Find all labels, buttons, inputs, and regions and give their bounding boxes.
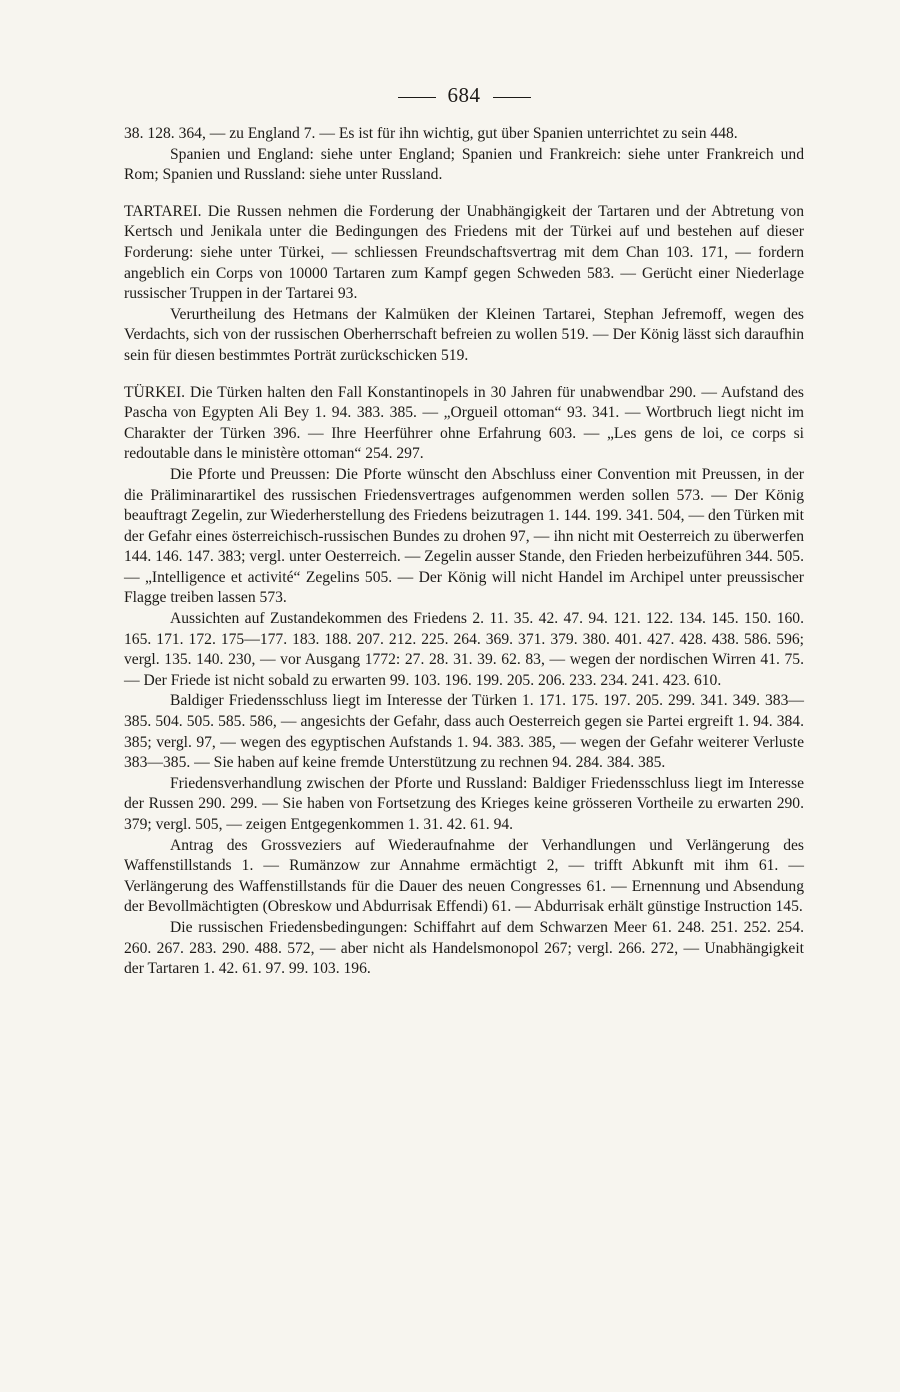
paragraph: Antrag des Grossveziers auf Wiederaufnahme der Verhandlungen und Verlängerung des Waffenstillstands 1. — Rumänzow zur Annahme ermächtigt 2, — trifft Abkunft mit ihm 61. — Verlängerung des Waffenstillstands für die Dauer des neuen Congresses 61. — Ernennung und Absendung der Bevollmächtigten (Obreskow und Abdurrisak Effendi) 61. — Abdurrisak erhält günstige Instruction 145. [124,836,804,916]
paragraph: Die russischen Friedensbedingungen: Schiffahrt auf dem Schwarzen Meer 61. 248. 251. 252. 254. 260. 267. 283. 290. 488. 572, — aber nicht als Handelsmonopol 267; vergl. 266. 272, — Unabhängigkeit der Tartaren 1. 42. 61. 97. 99. 103. 196. [124,918,804,978]
entry-spanien-continued [124,124,804,186]
paragraph: Friedensverhandlung zwischen der Pforte und Russland: Baldiger Friedensschluss liegt im Interesse der Russen 290. 299. — Sie haben von Fortsetzung des Krieges keine grösseren Vortheile zu erwarten 290. 379; vergl. 505, — zeigen Entgegenkommen 1. 31. 42. 61. 94. [124,774,804,833]
rule-right [493,97,531,98]
paragraph: TÜRKEI. Die Türken halten den Fall Konstantinopels in 30 Jahren für unabwendbar 290. — Aufstand des Pascha von Egypten Ali Bey 1. 94. 383. 385. — „Orgueil ottoman“ 93. 341. — Wortbruch liegt nicht im Charakter der Türken 396. — Ihre Heerführer ohne Erfahrung 603. — „Les gens de loi, ce corps si redoutable dans le ministère ottoman“ 254. 297. [124,383,804,463]
page-number-text: 684 [447,83,481,107]
page-number [124,84,804,106]
entry-tuerkei [124,383,804,980]
paragraph: TARTAREI. Die Russen nehmen die Forderung der Unabhängigkeit der Tartaren und der Abtretung von Kertsch und Jenikala unter die Bedingungen des Friedens mit der Türkei auf und bestehen auf dieser Forderung: siehe unter Türkei, — schliessen Freundschaftsvertrag mit dem Chan 103. 171, — fordern angeblich ein Corps von 10000 Tartaren zum Kampf gegen Schweden 583. — Gerücht einer Niederlage russischer Truppen in der Tartarei 93. [124,202,804,303]
paragraph: Baldiger Friedensschluss liegt im Interesse der Türken 1. 171. 175. 197. 205. 299. 341. 349. 383—385. 504. 505. 585. 586, — angesichts der Gefahr, dass auch Oesterreich gegen sie Partei ergreift 1. 94. 384. 385; vergl. 97, — wegen des egyptischen Aufstands 1. 94. 383. 385, — wegen der Gefahr weiterer Verluste 383—385. — Sie haben auf keine fremde Unterstützung zu rechnen 94. 284. 384. 385. [124,692,804,772]
entry-tartarei [124,202,804,367]
paragraph: Die Pforte und Preussen: Die Pforte wünscht den Abschluss einer Convention mit Preussen, in der die Präliminarartikel des russischen Friedensvertrages aufgenommen werden sollen 573. — Der König beauftragt Zegelin, zur Wiederherstellung des Friedens beizutragen 1. 144. 199. 341. 504, — den Türken mit der Gefahr eines österreichisch-russischen Bundes zu drohen 97, — ihn nicht mit Oesterreich zu überwerfen 144. 146. 147. 383; vergl. unter Oesterreich. — Zegelin ausser Stande, den Frieden herbeizuführen 344. 505. — „Intelligence et activité“ Zegelins 505. — Der König will nicht Handel im Archipel unter preussischer Flagge treiben lassen 573. [124,465,804,607]
paragraph: Spanien und England: siehe unter England; Spanien und Frankreich: siehe unter Frankreich und Rom; Spanien und Russland: siehe unter Russland. [124,145,804,184]
paragraph: Verurtheilung des Hetmans der Kalmüken der Kleinen Tartarei, Stephan Jefremoff, wegen des Verdachts, sich von der russischen Oberherrschaft befreien zu wollen 519. — Der König lässt sich daraufhin sein für diesen bestimmtes Porträt zurückschicken 519. [124,305,804,364]
paragraph: 38. 128. 364, — zu England 7. — Es ist für ihn wichtig, gut über Spanien unterrichtet zu sein 448. [124,125,738,142]
paragraph: Aussichten auf Zustandekommen des Friedens 2. 11. 35. 42. 47. 94. 121. 122. 134. 145. 150. 160. 165. 171. 172. 175—177. 183. 188. 207. 212. 225. 264. 369. 371. 379. 380. 401. 427. 428. 438. 586. 596; vergl. 135. 140. 230, — vor Ausgang 1772: 27. 28. 31. 39. 62. 83, — wegen der nordischen Wirren 41. 75. — Der Friede ist nicht sobald zu erwarten 99. 103. 196. 199. 205. 206. 233. 234. 241. 423. 610. [124,610,804,689]
rule-left [398,97,436,98]
